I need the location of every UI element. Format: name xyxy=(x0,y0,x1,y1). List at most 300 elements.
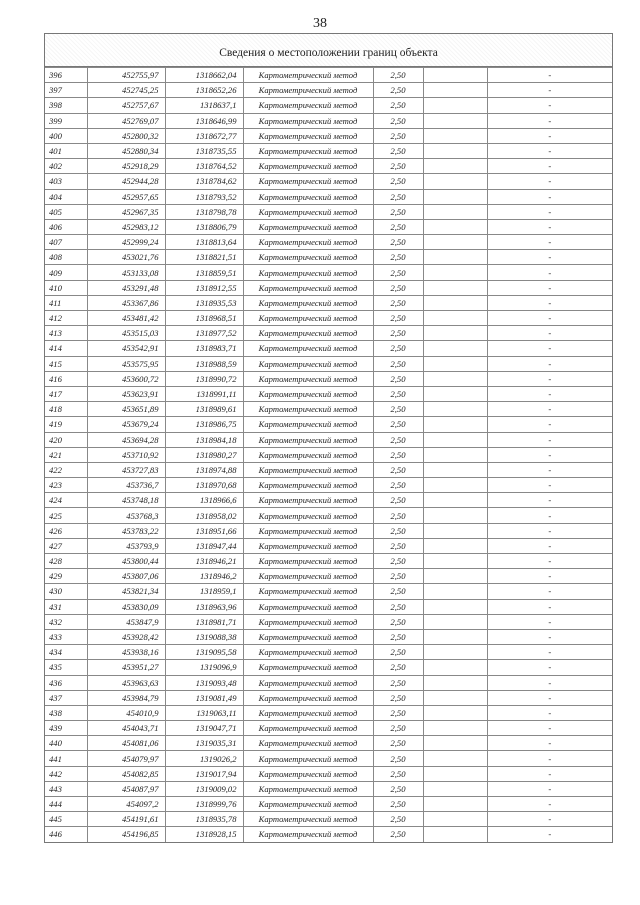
point-number-cell: 440 xyxy=(45,736,87,751)
method-cell: Картометрический метод xyxy=(243,417,373,432)
method-cell: Картометрический метод xyxy=(243,371,373,386)
empty-cell xyxy=(423,174,487,189)
method-cell: Картометрический метод xyxy=(243,174,373,189)
empty-cell xyxy=(423,311,487,326)
y-coordinate-cell: 1318983,71 xyxy=(165,341,243,356)
x-coordinate-cell: 453847,9 xyxy=(87,614,165,629)
precision-cell: 2,50 xyxy=(373,68,423,83)
y-coordinate-cell: 1318859,51 xyxy=(165,265,243,280)
point-number-cell: 397 xyxy=(45,83,87,98)
table-row xyxy=(45,629,612,644)
table-row xyxy=(45,538,612,553)
note-cell: - xyxy=(487,614,612,629)
precision-cell: 2,50 xyxy=(373,721,423,736)
method-cell: Картометрический метод xyxy=(243,690,373,705)
point-number-cell: 436 xyxy=(45,675,87,690)
x-coordinate-cell: 453291,48 xyxy=(87,280,165,295)
y-coordinate-cell: 1318984,18 xyxy=(165,432,243,447)
empty-cell xyxy=(423,83,487,98)
x-coordinate-cell: 452999,24 xyxy=(87,235,165,250)
note-cell: - xyxy=(487,721,612,736)
page-number: 38 xyxy=(313,16,327,31)
precision-cell: 2,50 xyxy=(373,493,423,508)
table-row xyxy=(45,386,612,401)
method-cell: Картометрический метод xyxy=(243,265,373,280)
point-number-cell: 435 xyxy=(45,660,87,675)
x-coordinate-cell: 453481,42 xyxy=(87,311,165,326)
table-row xyxy=(45,523,612,538)
x-coordinate-cell: 454082,85 xyxy=(87,766,165,781)
precision-cell: 2,50 xyxy=(373,219,423,234)
x-coordinate-cell: 452918,29 xyxy=(87,159,165,174)
empty-cell xyxy=(423,265,487,280)
method-cell: Картометрический метод xyxy=(243,235,373,250)
note-cell: - xyxy=(487,83,612,98)
precision-cell: 2,50 xyxy=(373,766,423,781)
y-coordinate-cell: 1318958,02 xyxy=(165,508,243,523)
empty-cell xyxy=(423,159,487,174)
x-coordinate-cell: 453727,83 xyxy=(87,462,165,477)
x-coordinate-cell: 453515,03 xyxy=(87,326,165,341)
y-coordinate-cell: 1318637,1 xyxy=(165,98,243,113)
point-number-cell: 443 xyxy=(45,781,87,796)
point-number-cell: 423 xyxy=(45,478,87,493)
precision-cell: 2,50 xyxy=(373,159,423,174)
precision-cell: 2,50 xyxy=(373,371,423,386)
precision-cell: 2,50 xyxy=(373,751,423,766)
x-coordinate-cell: 453694,28 xyxy=(87,432,165,447)
precision-cell: 2,50 xyxy=(373,478,423,493)
point-number-cell: 407 xyxy=(45,235,87,250)
empty-cell xyxy=(423,736,487,751)
table-row xyxy=(45,812,612,827)
point-number-cell: 439 xyxy=(45,721,87,736)
empty-cell xyxy=(423,812,487,827)
note-cell: - xyxy=(487,523,612,538)
table-row xyxy=(45,83,612,98)
precision-cell: 2,50 xyxy=(373,174,423,189)
table-row xyxy=(45,690,612,705)
note-cell: - xyxy=(487,371,612,386)
note-cell: - xyxy=(487,493,612,508)
precision-cell: 2,50 xyxy=(373,128,423,143)
note-cell: - xyxy=(487,68,612,83)
precision-cell: 2,50 xyxy=(373,781,423,796)
table-row xyxy=(45,417,612,432)
table-row xyxy=(45,508,612,523)
y-coordinate-cell: 1318935,53 xyxy=(165,295,243,310)
empty-cell xyxy=(423,675,487,690)
point-number-cell: 445 xyxy=(45,812,87,827)
precision-cell: 2,50 xyxy=(373,417,423,432)
table-row xyxy=(45,98,612,113)
point-number-cell: 426 xyxy=(45,523,87,538)
x-coordinate-cell: 454087,97 xyxy=(87,781,165,796)
x-coordinate-cell: 453748,18 xyxy=(87,493,165,508)
precision-cell: 2,50 xyxy=(373,250,423,265)
point-number-cell: 446 xyxy=(45,827,87,842)
point-number-cell: 442 xyxy=(45,766,87,781)
table-row xyxy=(45,462,612,477)
note-cell: - xyxy=(487,569,612,584)
empty-cell xyxy=(423,280,487,295)
method-cell: Картометрический метод xyxy=(243,478,373,493)
y-coordinate-cell: 1318966,6 xyxy=(165,493,243,508)
table-row xyxy=(45,326,612,341)
x-coordinate-cell: 453021,76 xyxy=(87,250,165,265)
precision-cell: 2,50 xyxy=(373,189,423,204)
y-coordinate-cell: 1318813,64 xyxy=(165,235,243,250)
x-coordinate-cell: 453651,89 xyxy=(87,402,165,417)
x-coordinate-cell: 453768,3 xyxy=(87,508,165,523)
point-number-cell: 441 xyxy=(45,751,87,766)
note-cell: - xyxy=(487,174,612,189)
coordinates-table-body xyxy=(45,68,612,842)
x-coordinate-cell: 452957,65 xyxy=(87,189,165,204)
note-cell: - xyxy=(487,326,612,341)
y-coordinate-cell: 1318735,55 xyxy=(165,143,243,158)
method-cell: Картометрический метод xyxy=(243,523,373,538)
table-row xyxy=(45,447,612,462)
empty-cell xyxy=(423,797,487,812)
y-coordinate-cell: 1319093,48 xyxy=(165,675,243,690)
method-cell: Картометрический метод xyxy=(243,341,373,356)
y-coordinate-cell: 1318646,99 xyxy=(165,113,243,128)
point-number-cell: 430 xyxy=(45,584,87,599)
table-row xyxy=(45,432,612,447)
point-number-cell: 416 xyxy=(45,371,87,386)
method-cell: Картометрический метод xyxy=(243,83,373,98)
method-cell: Картометрический метод xyxy=(243,311,373,326)
point-number-cell: 403 xyxy=(45,174,87,189)
empty-cell xyxy=(423,705,487,720)
y-coordinate-cell: 1318951,66 xyxy=(165,523,243,538)
precision-cell: 2,50 xyxy=(373,113,423,128)
method-cell: Картометрический метод xyxy=(243,705,373,720)
empty-cell xyxy=(423,538,487,553)
y-coordinate-cell: 1318999,76 xyxy=(165,797,243,812)
y-coordinate-cell: 1319026,2 xyxy=(165,751,243,766)
y-coordinate-cell: 1318793,52 xyxy=(165,189,243,204)
table-row xyxy=(45,113,612,128)
precision-cell: 2,50 xyxy=(373,311,423,326)
x-coordinate-cell: 454191,61 xyxy=(87,812,165,827)
precision-cell: 2,50 xyxy=(373,584,423,599)
note-cell: - xyxy=(487,766,612,781)
method-cell: Картометрический метод xyxy=(243,159,373,174)
method-cell: Картометрический метод xyxy=(243,645,373,660)
y-coordinate-cell: 1318991,11 xyxy=(165,386,243,401)
y-coordinate-cell: 1318928,15 xyxy=(165,827,243,842)
x-coordinate-cell: 452967,35 xyxy=(87,204,165,219)
y-coordinate-cell: 1319035,31 xyxy=(165,736,243,751)
note-cell: - xyxy=(487,98,612,113)
y-coordinate-cell: 1318986,75 xyxy=(165,417,243,432)
table-row xyxy=(45,204,612,219)
point-number-cell: 431 xyxy=(45,599,87,614)
table-row xyxy=(45,705,612,720)
point-number-cell: 433 xyxy=(45,629,87,644)
empty-cell xyxy=(423,660,487,675)
point-number-cell: 419 xyxy=(45,417,87,432)
note-cell: - xyxy=(487,781,612,796)
empty-cell xyxy=(423,326,487,341)
point-number-cell: 410 xyxy=(45,280,87,295)
empty-cell xyxy=(423,68,487,83)
point-number-cell: 424 xyxy=(45,493,87,508)
y-coordinate-cell: 1318935,78 xyxy=(165,812,243,827)
precision-cell: 2,50 xyxy=(373,736,423,751)
empty-cell xyxy=(423,98,487,113)
note-cell: - xyxy=(487,690,612,705)
point-number-cell: 412 xyxy=(45,311,87,326)
note-cell: - xyxy=(487,751,612,766)
precision-cell: 2,50 xyxy=(373,265,423,280)
precision-cell: 2,50 xyxy=(373,508,423,523)
note-cell: - xyxy=(487,113,612,128)
empty-cell xyxy=(423,386,487,401)
point-number-cell: 415 xyxy=(45,356,87,371)
precision-cell: 2,50 xyxy=(373,812,423,827)
y-coordinate-cell: 1318764,52 xyxy=(165,159,243,174)
method-cell: Картометрический метод xyxy=(243,812,373,827)
method-cell: Картометрический метод xyxy=(243,781,373,796)
y-coordinate-cell: 1318981,71 xyxy=(165,614,243,629)
note-cell: - xyxy=(487,584,612,599)
method-cell: Картометрический метод xyxy=(243,113,373,128)
table-row xyxy=(45,751,612,766)
note-cell: - xyxy=(487,508,612,523)
precision-cell: 2,50 xyxy=(373,402,423,417)
table-row xyxy=(45,265,612,280)
precision-cell: 2,50 xyxy=(373,235,423,250)
x-coordinate-cell: 452755,97 xyxy=(87,68,165,83)
y-coordinate-cell: 1319047,71 xyxy=(165,721,243,736)
y-coordinate-cell: 1318990,72 xyxy=(165,371,243,386)
y-coordinate-cell: 1318968,51 xyxy=(165,311,243,326)
empty-cell xyxy=(423,554,487,569)
empty-cell xyxy=(423,447,487,462)
empty-cell xyxy=(423,599,487,614)
table-row xyxy=(45,280,612,295)
method-cell: Картометрический метод xyxy=(243,386,373,401)
empty-cell xyxy=(423,204,487,219)
table-row xyxy=(45,250,612,265)
precision-cell: 2,50 xyxy=(373,554,423,569)
table-row xyxy=(45,614,612,629)
precision-cell: 2,50 xyxy=(373,827,423,842)
point-number-cell: 438 xyxy=(45,705,87,720)
point-number-cell: 399 xyxy=(45,113,87,128)
precision-cell: 2,50 xyxy=(373,660,423,675)
note-cell: - xyxy=(487,447,612,462)
y-coordinate-cell: 1319009,02 xyxy=(165,781,243,796)
y-coordinate-cell: 1318821,51 xyxy=(165,250,243,265)
note-cell: - xyxy=(487,295,612,310)
precision-cell: 2,50 xyxy=(373,690,423,705)
x-coordinate-cell: 454081,06 xyxy=(87,736,165,751)
method-cell: Картометрический метод xyxy=(243,797,373,812)
method-cell: Картометрический метод xyxy=(243,599,373,614)
method-cell: Картометрический метод xyxy=(243,629,373,644)
point-number-cell: 402 xyxy=(45,159,87,174)
point-number-cell: 406 xyxy=(45,219,87,234)
x-coordinate-cell: 454196,85 xyxy=(87,827,165,842)
point-number-cell: 414 xyxy=(45,341,87,356)
note-cell: - xyxy=(487,538,612,553)
table-row xyxy=(45,554,612,569)
empty-cell xyxy=(423,113,487,128)
note-cell: - xyxy=(487,827,612,842)
table-row xyxy=(45,235,612,250)
precision-cell: 2,50 xyxy=(373,356,423,371)
precision-cell: 2,50 xyxy=(373,386,423,401)
empty-cell xyxy=(423,189,487,204)
method-cell: Картометрический метод xyxy=(243,128,373,143)
method-cell: Картометрический метод xyxy=(243,356,373,371)
x-coordinate-cell: 452757,67 xyxy=(87,98,165,113)
x-coordinate-cell: 454043,71 xyxy=(87,721,165,736)
point-number-cell: 420 xyxy=(45,432,87,447)
method-cell: Картометрический метод xyxy=(243,736,373,751)
note-cell: - xyxy=(487,797,612,812)
table-row xyxy=(45,599,612,614)
table-row xyxy=(45,569,612,584)
x-coordinate-cell: 453928,42 xyxy=(87,629,165,644)
table-row xyxy=(45,797,612,812)
empty-cell xyxy=(423,462,487,477)
method-cell: Картометрический метод xyxy=(243,432,373,447)
method-cell: Картометрический метод xyxy=(243,447,373,462)
method-cell: Картометрический метод xyxy=(243,721,373,736)
point-number-cell: 434 xyxy=(45,645,87,660)
method-cell: Картометрический метод xyxy=(243,508,373,523)
method-cell: Картометрический метод xyxy=(243,204,373,219)
empty-cell xyxy=(423,614,487,629)
table-row xyxy=(45,736,612,751)
precision-cell: 2,50 xyxy=(373,538,423,553)
method-cell: Картометрический метод xyxy=(243,295,373,310)
x-coordinate-cell: 453984,79 xyxy=(87,690,165,705)
note-cell: - xyxy=(487,675,612,690)
empty-cell xyxy=(423,645,487,660)
table-row xyxy=(45,68,612,83)
point-number-cell: 405 xyxy=(45,204,87,219)
point-number-cell: 418 xyxy=(45,402,87,417)
point-number-cell: 413 xyxy=(45,326,87,341)
x-coordinate-cell: 453736,7 xyxy=(87,478,165,493)
x-coordinate-cell: 453800,44 xyxy=(87,554,165,569)
empty-cell xyxy=(423,827,487,842)
note-cell: - xyxy=(487,645,612,660)
note-cell: - xyxy=(487,705,612,720)
empty-cell xyxy=(423,493,487,508)
point-number-cell: 421 xyxy=(45,447,87,462)
table-row xyxy=(45,675,612,690)
y-coordinate-cell: 1318977,52 xyxy=(165,326,243,341)
note-cell: - xyxy=(487,219,612,234)
y-coordinate-cell: 1318988,59 xyxy=(165,356,243,371)
empty-cell xyxy=(423,629,487,644)
precision-cell: 2,50 xyxy=(373,295,423,310)
method-cell: Картометрический метод xyxy=(243,766,373,781)
y-coordinate-cell: 1319088,38 xyxy=(165,629,243,644)
x-coordinate-cell: 453793,9 xyxy=(87,538,165,553)
empty-cell xyxy=(423,766,487,781)
table-row xyxy=(45,478,612,493)
method-cell: Картометрический метод xyxy=(243,98,373,113)
note-cell: - xyxy=(487,736,612,751)
y-coordinate-cell: 1318959,1 xyxy=(165,584,243,599)
note-cell: - xyxy=(487,280,612,295)
method-cell: Картометрический метод xyxy=(243,554,373,569)
note-cell: - xyxy=(487,462,612,477)
method-cell: Картометрический метод xyxy=(243,569,373,584)
note-cell: - xyxy=(487,250,612,265)
empty-cell xyxy=(423,569,487,584)
precision-cell: 2,50 xyxy=(373,98,423,113)
table-row xyxy=(45,159,612,174)
empty-cell xyxy=(423,417,487,432)
point-number-cell: 425 xyxy=(45,508,87,523)
y-coordinate-cell: 1318947,44 xyxy=(165,538,243,553)
point-number-cell: 417 xyxy=(45,386,87,401)
point-number-cell: 401 xyxy=(45,143,87,158)
precision-cell: 2,50 xyxy=(373,569,423,584)
x-coordinate-cell: 452800,32 xyxy=(87,128,165,143)
boundary-table-sheet xyxy=(44,33,613,843)
empty-cell xyxy=(423,235,487,250)
y-coordinate-cell: 1318662,04 xyxy=(165,68,243,83)
method-cell: Картометрический метод xyxy=(243,250,373,265)
x-coordinate-cell: 452944,28 xyxy=(87,174,165,189)
y-coordinate-cell: 1318912,55 xyxy=(165,280,243,295)
table-row xyxy=(45,660,612,675)
coordinates-table xyxy=(45,67,612,842)
precision-cell: 2,50 xyxy=(373,280,423,295)
y-coordinate-cell: 1318806,79 xyxy=(165,219,243,234)
table-row xyxy=(45,128,612,143)
table-row xyxy=(45,219,612,234)
x-coordinate-cell: 453575,95 xyxy=(87,356,165,371)
note-cell: - xyxy=(487,386,612,401)
point-number-cell: 411 xyxy=(45,295,87,310)
note-cell: - xyxy=(487,235,612,250)
method-cell: Картометрический метод xyxy=(243,751,373,766)
y-coordinate-cell: 1319081,49 xyxy=(165,690,243,705)
y-coordinate-cell: 1318784,62 xyxy=(165,174,243,189)
x-coordinate-cell: 453938,16 xyxy=(87,645,165,660)
note-cell: - xyxy=(487,599,612,614)
y-coordinate-cell: 1318974,88 xyxy=(165,462,243,477)
precision-cell: 2,50 xyxy=(373,705,423,720)
note-cell: - xyxy=(487,402,612,417)
table-row xyxy=(45,781,612,796)
precision-cell: 2,50 xyxy=(373,614,423,629)
point-number-cell: 396 xyxy=(45,68,87,83)
precision-cell: 2,50 xyxy=(373,341,423,356)
x-coordinate-cell: 452983,12 xyxy=(87,219,165,234)
note-cell: - xyxy=(487,554,612,569)
y-coordinate-cell: 1318946,2 xyxy=(165,569,243,584)
x-coordinate-cell: 454079,97 xyxy=(87,751,165,766)
point-number-cell: 429 xyxy=(45,569,87,584)
x-coordinate-cell: 453600,72 xyxy=(87,371,165,386)
y-coordinate-cell: 1318980,27 xyxy=(165,447,243,462)
table-row xyxy=(45,402,612,417)
y-coordinate-cell: 1318989,61 xyxy=(165,402,243,417)
x-coordinate-cell: 453542,91 xyxy=(87,341,165,356)
